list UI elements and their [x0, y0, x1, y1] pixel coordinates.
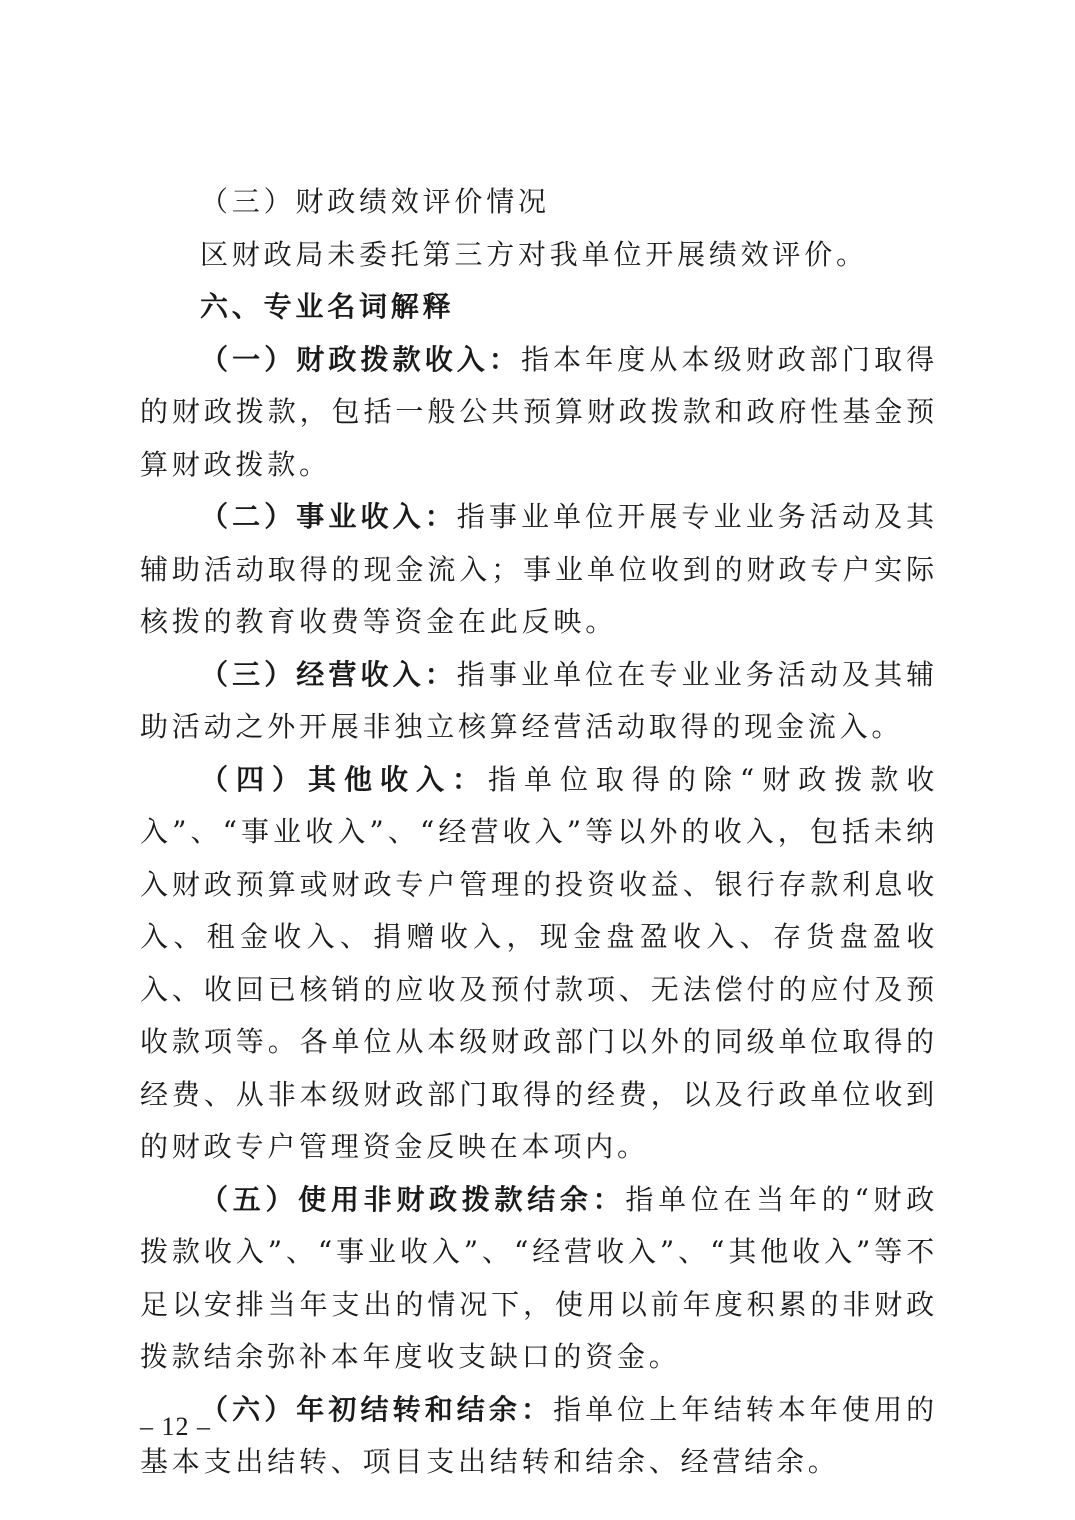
- term-definition: 指本年度从本级财政部门取得的财政拨款，包括一般公共预算财政拨款和政府性基金预算财政拨款。: [140, 342, 938, 481]
- term-definition: 指事业单位在专业业务活动及其辅助活动之外开展非独立核算经营活动取得的现金流入。: [140, 657, 938, 743]
- chapter-title-terms: 六、专业名词解释: [200, 290, 455, 323]
- section-paragraph-performance-evaluation: 区财政局未委托第三方对我单位开展绩效评价。: [200, 237, 868, 271]
- term-label: （五）使用非财政拨款结余：: [200, 1182, 626, 1216]
- term-label: （六）年初结转和结余：: [200, 1392, 554, 1426]
- term-label: （一）财政拨款收入：: [200, 342, 521, 376]
- term-definition: 指单位在当年的“财政拨款收入”、“事业收入”、“经营收入”、“其他收入”等不足以安排当年支出的情况下，使用以前年度积累的非财政拨款结余弥补本年度收支缺口的资金。: [140, 1182, 938, 1373]
- term-paragraph-business-income: [140, 491, 938, 649]
- term-paragraph-other-income: [140, 754, 938, 1174]
- document-body: [140, 176, 938, 1489]
- term-definition: 指单位取得的除“财政拨款收入”、“事业收入”、“经营收入”等以外的收入，包括未纳入财政预算或财政专户管理的投资收益、银行存款利息收入、租金收入、捐赠收入，现金盘盈收入、存货盘盈收入、收回已核销的应收及预付款项、无法偿付的应付及预收款项等。各单位从本级财政部门以外的同级单位取得的经费、从非本级财政部门取得的经费，以及行政单位收到的财政专户管理资金反映在本项内。: [140, 762, 938, 1163]
- term-paragraph-opening-balance: [140, 1384, 938, 1489]
- term-paragraph-non-appropriation-balance: [140, 1174, 938, 1384]
- section-title-performance-evaluation: （三）财政绩效评价情况: [200, 185, 550, 218]
- term-paragraph-fiscal-appropriation: [140, 334, 938, 492]
- term-label: （四）其他收入：: [200, 762, 488, 796]
- term-paragraph-operating-income: [140, 649, 938, 754]
- term-definition: 指事业单位开展专业业务活动及其辅助活动取得的现金流入；事业单位收到的财政专户实际核拨的教育收费等资金在此反映。: [140, 500, 938, 638]
- term-label: （三）经营收入：: [200, 657, 457, 691]
- page-number: – 12 –: [140, 1412, 211, 1441]
- term-definition: 指单位上年结转本年使用的基本支出结转、项目支出结转和结余、经营结余。: [140, 1392, 938, 1478]
- term-label: （二）事业收入：: [200, 500, 457, 533]
